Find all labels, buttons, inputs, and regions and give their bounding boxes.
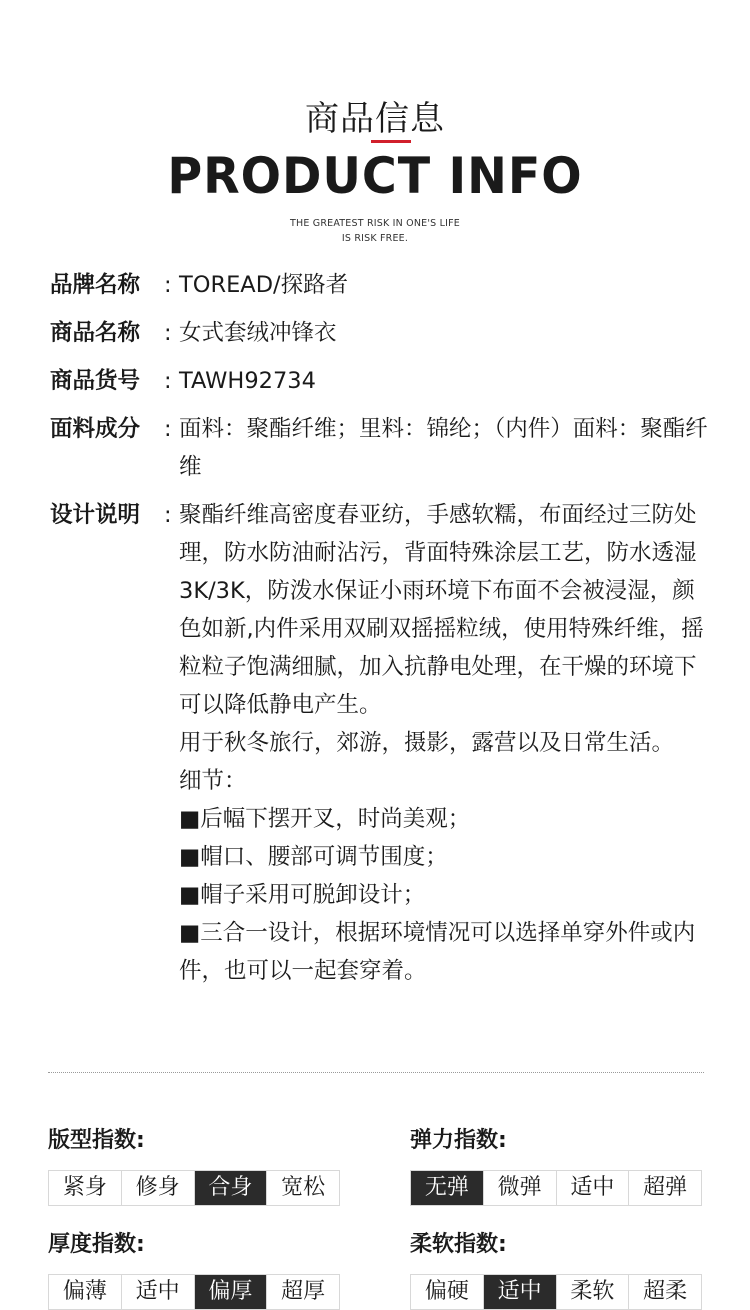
- fit-option: 宽松: [266, 1171, 339, 1205]
- elastic-index-options: [410, 1170, 702, 1206]
- fit-option: 修身: [121, 1171, 194, 1205]
- sku-colon: :: [164, 368, 172, 394]
- design-details-heading: 细节：: [179, 768, 247, 794]
- design-paragraph-1: 聚酯纤维高密度春亚纺，手感软糯，布面经过三防处理，防水防油耐沾污，背面特殊涂层工艺，防水透湿3K/3K，防泼水保证小雨环境下布面不会被浸湿，颜色如新,内件采用双刷双摇摇粒绒，使用特殊纤维，摇粒粒子饱满细腻，加入抗静电处理，在干燥的环境下可以降低静电产生。: [179, 502, 704, 718]
- elastic-option: 无弹: [411, 1171, 483, 1205]
- brand-value: TOREAD/探路者: [179, 272, 349, 298]
- info-row-design: [50, 496, 710, 990]
- cn-section-title: [305, 96, 445, 142]
- softness-index-title: 柔软指数:: [410, 1232, 507, 1257]
- product-info-list: [50, 266, 710, 1000]
- elastic-option: 微弹: [483, 1171, 556, 1205]
- elastic-index-title: 弹力指数:: [410, 1128, 507, 1153]
- softness-index: [410, 1230, 702, 1310]
- thickness-option: 偏薄: [62, 1279, 107, 1304]
- en-section-title: PRODUCT INFO: [167, 147, 583, 205]
- name-colon: :: [164, 320, 172, 346]
- thickness-index-title: 厚度指数:: [48, 1232, 145, 1257]
- softness-option: 超柔: [628, 1275, 701, 1309]
- name-label: 商品名称: [50, 320, 141, 346]
- elastic-index: [410, 1126, 702, 1206]
- fit-index-title: 版型指数:: [48, 1128, 145, 1153]
- fit-index: [48, 1126, 340, 1206]
- fit-option: 合身: [194, 1171, 267, 1205]
- detail-bullet: ■帽口、腰部可调节围度；: [179, 844, 448, 870]
- name-value: 女式套绒冲锋衣: [179, 320, 337, 346]
- material-label: 面料成分: [50, 416, 141, 442]
- tagline: [0, 216, 750, 246]
- section-divider: [48, 1072, 704, 1073]
- sku-value: TAWH92734: [179, 368, 316, 394]
- detail-bullet: ■后幅下摆开叉，时尚美观；: [179, 806, 471, 832]
- elastic-option: 超弹: [628, 1171, 701, 1205]
- material-value: 面料：聚酯纤维；里料：锦纶；（内件）面料：聚酯纤维: [179, 416, 708, 480]
- detail-bullet: ■三合一设计，根据环境情况可以选择单穿外件或内件，也可以一起套穿着。: [179, 920, 696, 984]
- softness-option: 柔软: [556, 1275, 629, 1309]
- design-value: [179, 496, 710, 990]
- detail-bullet: ■帽子采用可脱卸设计；: [179, 882, 426, 908]
- product-info-header: [0, 96, 750, 246]
- tagline-line-1: THE GREATEST RISK IN ONE'S LIFE: [290, 218, 460, 229]
- thickness-index-options: [48, 1274, 340, 1310]
- thickness-option: 超厚: [266, 1275, 339, 1309]
- softness-option: 偏硬: [424, 1279, 469, 1304]
- material-colon: :: [164, 416, 172, 442]
- elastic-option: 适中: [556, 1171, 629, 1205]
- design-paragraph-2: 用于秋冬旅行，郊游，摄影，露营以及日常生活。: [179, 730, 675, 756]
- tagline-line-2: IS RISK FREE.: [341, 233, 409, 244]
- thickness-index: [48, 1230, 340, 1310]
- brand-colon: :: [164, 272, 172, 298]
- fit-index-options: [48, 1170, 340, 1206]
- sku-label: 商品货号: [50, 368, 141, 394]
- info-row-name: [50, 314, 710, 352]
- brand-label: 品牌名称: [50, 272, 141, 298]
- info-row-brand: [50, 266, 710, 304]
- softness-option: 适中: [483, 1275, 556, 1309]
- info-row-material: [50, 410, 710, 486]
- info-row-sku: [50, 362, 710, 400]
- cn-title-text: 商品信息: [305, 99, 445, 139]
- design-label: 设计说明: [50, 502, 141, 528]
- title-accent-underline: [371, 140, 411, 143]
- thickness-option: 适中: [121, 1275, 194, 1309]
- softness-index-options: [410, 1274, 702, 1310]
- design-colon: :: [164, 502, 172, 528]
- fit-option: 紧身: [62, 1175, 107, 1200]
- thickness-option: 偏厚: [194, 1275, 267, 1309]
